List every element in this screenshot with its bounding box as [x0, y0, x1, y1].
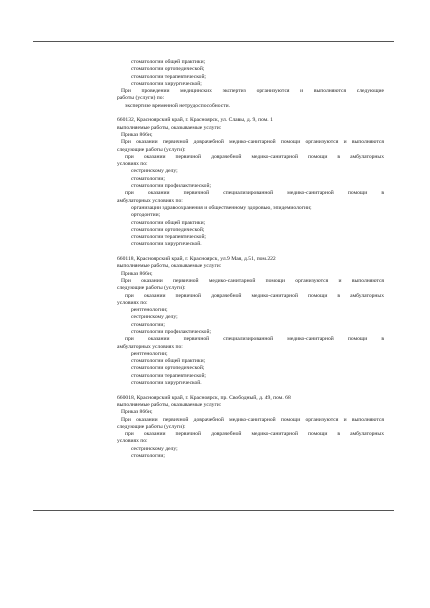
text-line: стоматологии хирургической.	[131, 241, 202, 248]
text-line: стоматологии общей практики;	[131, 59, 206, 65]
paragraph-gap	[117, 110, 384, 117]
address-block	[117, 117, 384, 248]
text-line: 660018, Красноярский край, г. Красноярск, пр. Свободный, д. 49, пом. 68	[117, 394, 291, 401]
text-line: амбулаторных условиях по:	[117, 197, 183, 204]
text-line: при оказании первичной доврачебной медико-санитарной помощи в амбулаторных	[125, 153, 384, 160]
text-line: при оказании первичной доврачебной медико-санитарной помощи в амбулаторных	[125, 431, 384, 438]
text-line: стоматологии ортопедической;	[131, 226, 205, 233]
document-body	[117, 59, 384, 460]
text-line: работы (услуги) по:	[117, 95, 165, 102]
text-line: следующие работы (услуги):	[117, 285, 186, 292]
address-block	[117, 395, 384, 461]
text-line: сестринскому делу;	[131, 314, 178, 321]
text-line: стоматологии хирургической.	[131, 380, 202, 387]
text-line: стоматологии терапевтической;	[131, 372, 206, 379]
text-line: стоматологии;	[131, 175, 165, 182]
text-line: стоматологии терапевтической;	[131, 234, 206, 241]
text-line: организации здравоохранения и общественному здоровью, эпидемиологии;	[131, 204, 312, 211]
text-line: выполняемые работы, оказываемые услуги:	[117, 124, 222, 131]
address-block	[117, 59, 384, 110]
text-line: сестринскому делу;	[131, 445, 178, 452]
text-line: при оказании первичной доврачебной медико-санитарной помощи в амбулаторных	[125, 292, 384, 299]
text-line: выполняемые работы, оказываемые услуги:	[117, 401, 222, 408]
text-line: стоматологии ортопедической;	[131, 365, 205, 372]
text-line: 660118, Красноярский край, г. Красноярск, ул.9 Мая, д.51, пом.222	[117, 256, 276, 263]
text-line: условиях по:	[117, 438, 148, 445]
text-line: стоматологии ортопедической;	[131, 66, 205, 73]
text-line: При оказании первичной доврачебной медико-санитарной помощи организуются и выполняются	[121, 416, 384, 423]
text-line: амбулаторных условиях по:	[117, 343, 183, 350]
text-line: стоматологии;	[131, 453, 165, 460]
paragraph-gap	[117, 387, 384, 394]
header-rule	[33, 41, 394, 42]
text-line: экспертизе временной нетрудоспособности.	[125, 102, 231, 109]
text-line: следующие работы (услуги):	[117, 423, 186, 430]
address-block	[117, 256, 384, 387]
text-line: стоматологии;	[131, 321, 165, 328]
text-line: стоматологии общей практики;	[131, 358, 206, 365]
text-line: стоматологии общей практики;	[131, 219, 206, 226]
text-line: стоматологии терапевтической;	[131, 73, 206, 80]
text-line: стоматологии профилактической;	[131, 183, 212, 190]
text-line: при оказании первичной специализированной медико-санитарной помощи в	[125, 190, 384, 197]
text-line: При проведении медицинских экспертиз организуются и выполняются следующие	[121, 88, 384, 95]
text-line: При оказании первичной доврачебной медико-санитарной помощи организуются и выполняются	[121, 139, 384, 146]
text-line: условиях по:	[117, 161, 148, 168]
text-line: условиях по:	[117, 299, 148, 306]
text-line: следующие работы (услуги):	[117, 146, 186, 153]
text-line: стоматологии хирургической;	[131, 80, 202, 87]
paragraph-gap	[117, 249, 384, 256]
text-line: Приказ 866н;	[121, 131, 153, 138]
text-line: 660132, Красноярский край, г. Красноярск, ул. Славы, д. 9, пом. 1	[117, 117, 273, 124]
text-line: ортодонтии;	[131, 212, 161, 219]
text-line: рентгенологии;	[131, 307, 168, 314]
text-line: выполняемые работы, оказываемые услуги:	[117, 263, 222, 270]
text-line: При оказании первичной медико-санитарной помощи организуются и выполняются	[121, 277, 384, 284]
text-line: Приказ 866н;	[121, 409, 153, 416]
text-line: стоматологии профилактической;	[131, 328, 212, 335]
text-line: рентгенологии;	[131, 350, 168, 357]
text-line: сестринскому делу;	[131, 168, 178, 175]
text-line: при оказании первичной специализированной медико-санитарной помощи в	[125, 336, 384, 343]
text-line: Приказ 866н;	[121, 270, 153, 277]
footer-rule	[33, 510, 394, 511]
